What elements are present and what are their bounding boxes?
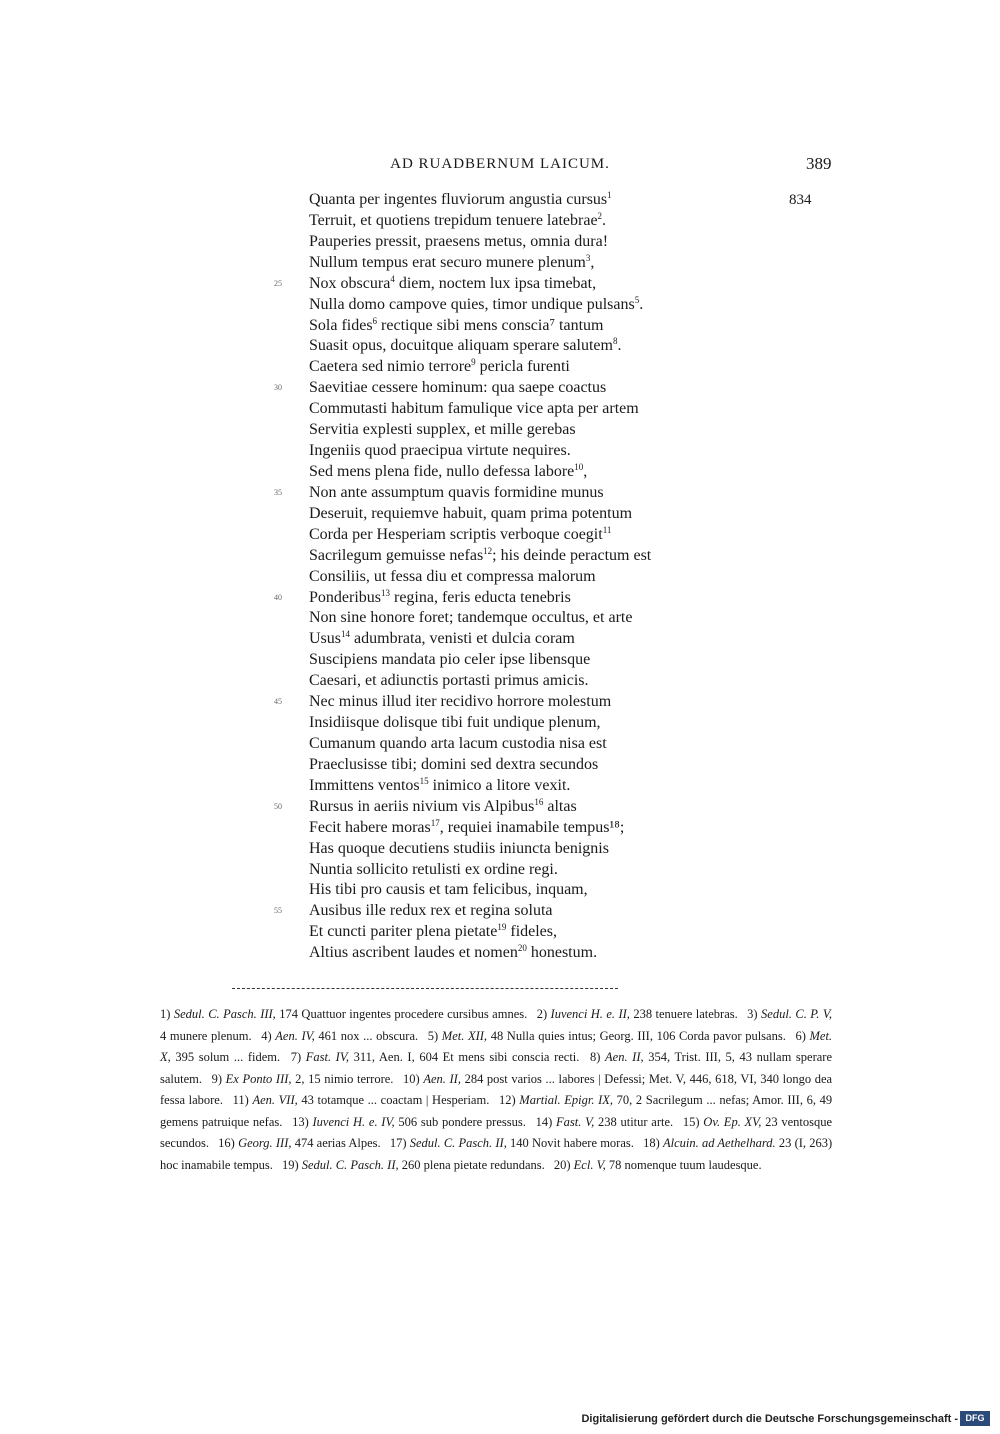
page-header-title: AD RUADBERNUM LAICUM. <box>390 156 610 172</box>
footnote-text: 70, 2 Sacrilegum ... nefas; Amor. III, 6, 49 gemens patruique nefas. <box>160 1093 833 1129</box>
footnote-number: 11) <box>232 1093 249 1107</box>
footnote <box>282 1158 545 1172</box>
verse-line <box>309 504 849 525</box>
verse-line-number: 50 <box>274 801 282 811</box>
footnote <box>554 1158 762 1172</box>
footnote-number: 6) <box>795 1028 806 1043</box>
verse-text: Nuntia sollicito retulisti ex ordine regi. <box>309 860 558 878</box>
verse-text: Deseruit, requiemve habuit, quam prima potentum <box>309 504 633 522</box>
dfg-logo: DFG <box>960 1411 990 1426</box>
verse-text: Usus <box>309 630 342 648</box>
footnote-marker: 3 <box>585 252 591 263</box>
verse-text: Cumanum quando arta lacum custodia nisa est <box>309 734 607 752</box>
poem-body <box>274 190 849 964</box>
footnote-number: 17) <box>389 1136 407 1150</box>
verse-text: Servitia explesti supplex, et mille gerebas <box>309 421 576 439</box>
footnote-marker: 9 <box>471 357 476 368</box>
footnote-text: 461 nox ... obscura. <box>318 1028 419 1043</box>
verse-text-end: diem, noctem lux ipsa timebat, <box>394 274 597 292</box>
verse-text: Immittens ventos <box>309 776 420 794</box>
verse-text: Suscipiens mandata pio celer ipse libensque <box>309 651 591 669</box>
verse-line <box>309 336 849 357</box>
verse-line <box>274 796 849 818</box>
verse-text: Non ante assumptum quavis formidine munus <box>309 483 604 501</box>
footnote-text: 260 plena pietate redundans. <box>401 1157 545 1172</box>
verse-text: Caesari, et adiunctis portasti primus amicis. <box>309 672 589 690</box>
footnote-text: 311, Aen. I, 604 Et mens sibi conscia recti. <box>353 1050 580 1064</box>
footnote-number: 13) <box>292 1114 309 1129</box>
verse-text: Saevitiae cessere hominum: qua saepe coactus <box>309 379 607 397</box>
verse-text: Nullum tempus erat securo munere plenum <box>309 253 586 271</box>
verse-text: Sed mens plena fide, nullo defessa labore <box>309 462 575 480</box>
verse-line <box>309 211 849 232</box>
footnote-source: Aen. II, <box>605 1050 644 1064</box>
footnote-source: Met. XII, <box>441 1028 488 1043</box>
verse-text: Et cuncti pariter plena pietate <box>309 923 498 941</box>
verse-line-number: 30 <box>274 383 282 393</box>
verse-line <box>309 650 849 671</box>
verse-line <box>309 399 849 420</box>
footnote-source: Sedul. C. Pasch. III, <box>173 1007 276 1021</box>
footnote-source: Sedul. C. P. V, <box>761 1007 832 1021</box>
footnote-text: 48 Nulla quies intus; Georg. III, 106 Corda pavor pulsans. <box>490 1028 786 1043</box>
footnote-text: 4 munere plenum. <box>160 1028 252 1043</box>
verse-text: Consiliis, ut fessa diu et compressa malorum <box>309 567 596 585</box>
verse-text: Suasit opus, docuitque aliquam sperare salutem <box>309 337 613 355</box>
footnote-text: 284 post varios ... labores | Defessi; Met. V, 446, 618, VI, 340 longo dea fessa labore. <box>160 1071 833 1107</box>
footnote-marker: 6 <box>372 315 378 326</box>
verse-line <box>309 316 849 337</box>
footnote-text: 174 Quattuor ingentes procedere cursibus amnes. <box>279 1007 528 1021</box>
footnote <box>291 1050 580 1064</box>
footnote-marker: 2 <box>597 210 603 221</box>
footnote-number: 3) <box>747 1007 758 1021</box>
footnote <box>390 1136 634 1150</box>
verse-line <box>309 546 849 567</box>
verse-text-end: . <box>617 337 622 355</box>
footnote-number: 16) <box>218 1136 235 1150</box>
footnote-marker: 20 <box>517 943 527 954</box>
verse-text-end: inimico a litore vexit. <box>428 776 571 794</box>
verse-line <box>274 273 849 295</box>
verse-line <box>309 671 849 692</box>
footnote <box>212 1072 394 1086</box>
verse-line <box>309 253 849 274</box>
footnote-number: 9) <box>211 1071 223 1086</box>
verse-line <box>309 232 849 253</box>
verse-text-end: pericla furenti <box>475 358 570 376</box>
footnote-source: Aen. VII, <box>252 1093 298 1107</box>
footnote-number: 1) <box>160 1007 171 1021</box>
verse-text-end: . <box>639 295 644 313</box>
verse-text: Has quoque decutiens studiis iniuncta benignis <box>309 839 609 857</box>
verse-line <box>309 525 849 546</box>
verse-text: Terruit, et quotiens trepidum tenuere latebrae <box>309 211 598 229</box>
footnote-source: Aen. IV, <box>275 1028 315 1043</box>
verse-text-end: rectique sibi mens conscia⁷ tantum <box>377 316 604 334</box>
verse-line-number: 40 <box>274 592 282 602</box>
footnote-source: Sedul. C. Pasch. II, <box>409 1136 507 1150</box>
verse-line <box>309 818 849 839</box>
verse-text-end: altas <box>543 797 577 815</box>
verse-line-number: 25 <box>274 278 282 288</box>
footnote-number: 8) <box>590 1050 601 1064</box>
footnote-marker: 12 <box>483 545 493 556</box>
verse-line <box>274 901 849 922</box>
footnote-number: 7) <box>290 1050 302 1064</box>
verse-text-end: regina, feris educta tenebris <box>390 588 571 606</box>
footnote <box>160 1007 527 1021</box>
footnote-number: 10) <box>403 1071 420 1086</box>
footnote-source: Ex Ponto III, <box>225 1071 292 1086</box>
footnote-text: 140 Novit habere moras. <box>510 1136 634 1150</box>
verse-line <box>309 734 849 755</box>
footnote-text: 23 ventosque secundos. <box>160 1114 832 1150</box>
verse-text-end: , requiei inamabile tempus¹⁸; <box>439 818 625 836</box>
verse-line <box>309 357 849 378</box>
verse-line <box>309 190 849 211</box>
footnote <box>218 1136 380 1150</box>
footnote <box>233 1093 490 1107</box>
verse-line <box>274 692 849 713</box>
footnote-marker: 16 <box>534 796 544 807</box>
verse-line <box>309 295 849 316</box>
verse-text: Pauperies pressit, praesens metus, omnia dura! <box>309 232 609 250</box>
verse-line <box>309 943 849 964</box>
footnote-number: 20) <box>553 1157 571 1172</box>
verse-text-end: honestum. <box>526 944 598 962</box>
footnote-number: 18) <box>643 1136 660 1150</box>
page-number: 389 <box>806 154 832 173</box>
footnote-source: Ov. Ep. XV, <box>703 1114 762 1129</box>
footnote-source: Sedul. C. Pasch. II, <box>301 1157 399 1172</box>
verse-line <box>309 880 849 901</box>
verse-line <box>274 378 849 399</box>
footnote-text: 238 tenuere latebras. <box>633 1007 738 1021</box>
verse-text: His tibi pro causis et tam felicibus, inquam, <box>309 881 588 899</box>
verse-text: Sola fides <box>309 316 373 334</box>
verse-text: Quanta per ingentes fluviorum angustia cursus <box>309 191 608 208</box>
verse-line <box>309 441 849 462</box>
footnote-text: 238 utitur arte. <box>597 1114 674 1129</box>
footnote-marker: 1 <box>607 190 612 200</box>
verse-line <box>309 755 849 776</box>
footnote <box>292 1115 526 1129</box>
verse-text: Praeclusisse tibi; domini sed dextra secundos <box>309 755 599 773</box>
verse-line <box>274 483 849 504</box>
verse-line <box>309 860 849 881</box>
footnote-text: 506 sub pondere pressus. <box>398 1114 526 1129</box>
footnote-marker: 15 <box>419 775 429 786</box>
verse-text-end: , <box>583 462 588 480</box>
verse-text: Fecit habere moras <box>309 818 431 836</box>
verse-text: Nox obscura <box>309 274 391 292</box>
verse-text: Nulla domo campove quies, timor undique pulsans <box>309 295 635 313</box>
verse-line <box>309 462 849 483</box>
verse-text: Nec minus illud iter recidivo horrore molestum <box>309 693 612 711</box>
margin-reference-number: 834 <box>789 192 812 208</box>
verse-text: Non sine honore foret; tandemque occultus, et arte <box>309 609 633 627</box>
footnote-number: 12) <box>498 1093 516 1107</box>
footnote-number: 5) <box>427 1028 439 1043</box>
footnote-text: 2, 15 nimio terrore. <box>295 1071 394 1086</box>
verse-line <box>309 567 849 588</box>
footnote-source: Alcuin. ad Aethelhard. <box>662 1136 776 1150</box>
footnotes-section <box>160 1004 832 1176</box>
verse-line <box>309 922 849 943</box>
footnote-marker: 5 <box>634 294 640 305</box>
verse-text-end: adumbrata, venisti et dulcia coram <box>350 630 575 648</box>
footnote-marker: 10 <box>574 461 584 472</box>
verse-line <box>309 608 849 629</box>
verse-text-end: , <box>590 253 595 271</box>
verse-text: Rursus in aeriis nivium vis Alpibus <box>309 797 535 815</box>
verse-line <box>309 629 849 650</box>
verse-text: Ausibus ille redux rex et regina soluta <box>309 902 553 920</box>
footnote-source: Met. X, <box>160 1028 833 1064</box>
footnote-source: Iuvenci H. e. IV, <box>312 1114 395 1129</box>
verse-text: Sacrilegum gemuisse nefas <box>309 546 484 564</box>
footnote-text: 354, Trist. III, 5, 43 nullam sperare salutem. <box>160 1050 833 1086</box>
footnote-source: Martial. Epigr. IX, <box>519 1093 613 1107</box>
verse-line-number: 35 <box>274 487 282 497</box>
footnote-marker: 4 <box>390 273 395 284</box>
footnote-source: Georg. III, <box>238 1136 292 1150</box>
footnote-text: 43 totamque ... coactam | Hesperiam. <box>301 1093 490 1107</box>
footnote-text: 474 aerias Alpes. <box>294 1136 381 1150</box>
digitization-credit: Digitalisierung gefördert durch die Deutsche Forschungsgemeinschaft - <box>581 1413 958 1425</box>
footnote-number: 4) <box>261 1028 272 1043</box>
verse-line-number: 45 <box>274 697 282 707</box>
footnote-marker: 17 <box>430 817 440 828</box>
footnote-separator <box>232 988 618 989</box>
footnote-source: Fast. IV, <box>305 1050 349 1064</box>
footnote-text: 395 solum ... fidem. <box>175 1050 281 1064</box>
footnote <box>428 1029 786 1043</box>
footnote <box>261 1029 418 1043</box>
footnote-text: 78 nomenque tuum laudesque. <box>608 1157 762 1172</box>
verse-line-number: 55 <box>274 906 282 916</box>
verse-line <box>309 420 849 441</box>
footnote-marker: 8 <box>612 336 618 347</box>
footnote-marker: 19 <box>497 922 507 933</box>
verse-text: Insidiisque dolisque tibi fuit undique plenum, <box>309 714 601 732</box>
verse-line <box>309 776 849 797</box>
footnote-marker: 14 <box>341 629 351 640</box>
footnote <box>537 1007 738 1021</box>
verse-line <box>274 587 849 609</box>
verse-text: Ponderibus <box>309 588 381 606</box>
footnote-number: 19) <box>281 1157 299 1172</box>
footnote-text: 23 (I, 263) hoc inamabile tempus. <box>160 1136 833 1172</box>
footnote-number: 2) <box>536 1007 548 1021</box>
verse-text: Corda per Hesperiam scriptis verboque coegit <box>309 525 603 543</box>
verse-text-end: . <box>602 211 607 229</box>
verse-text-end: fideles, <box>506 923 558 941</box>
footnote-source: Ecl. V, <box>573 1157 606 1172</box>
footnote-source: Aen. II, <box>423 1071 461 1086</box>
footnote-marker: 13 <box>381 587 390 598</box>
verse-line <box>309 713 849 734</box>
footnote-number: 14) <box>535 1114 553 1129</box>
verse-text: Commutasti habitum famulique vice apta per artem <box>309 400 639 418</box>
footnote <box>536 1115 674 1129</box>
verse-text: Ingeniis quod praecipua virtute nequires. <box>309 442 571 460</box>
verse-line <box>309 839 849 860</box>
verse-text: Caetera sed nimio terrore <box>309 358 472 376</box>
footnote-number: 15) <box>682 1114 700 1129</box>
verse-text-end: ; his deinde peractum est <box>492 546 652 564</box>
footnote-marker: 11 <box>602 524 612 535</box>
footnote-source: Fast. V, <box>556 1114 595 1129</box>
verse-text: Altius ascribent laudes et nomen <box>309 944 518 962</box>
footnote-source: Iuvenci H. e. II, <box>550 1007 630 1021</box>
